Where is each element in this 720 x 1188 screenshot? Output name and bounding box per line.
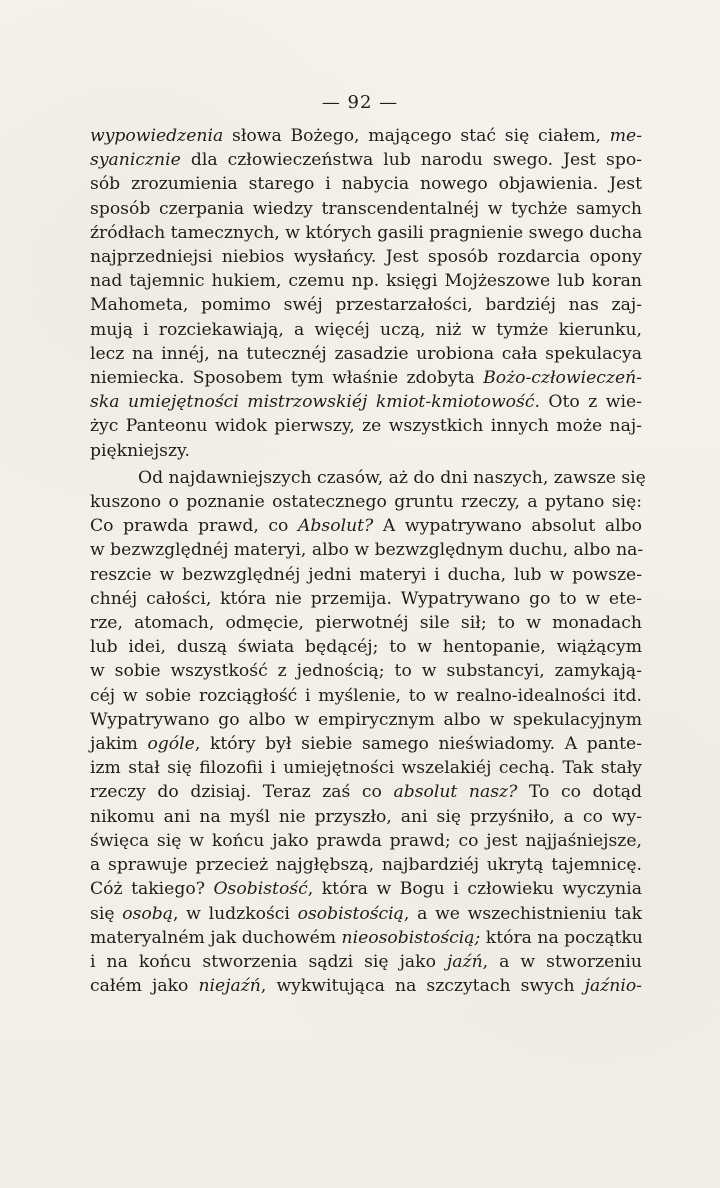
- text-line: [90, 926, 642, 950]
- text-run: niemiecka. Sposobem tym właśnie zdobyta: [90, 368, 484, 389]
- text-run: céj w sobie rozciągłość i myślenie, to w realno-idealności itd.: [90, 685, 642, 706]
- text-line: [90, 269, 642, 293]
- italic-text: osobą: [122, 903, 173, 924]
- text-line: [90, 172, 642, 196]
- italic-text: jaźnio-: [584, 976, 642, 997]
- text-run: w sobie wszystkość z jednością; to w substancyi, zamykają-: [90, 661, 642, 682]
- text-line: [90, 732, 642, 756]
- italic-text: ska umiejętności mistrzowskiéj kmiot-kmiotowość.: [90, 392, 540, 413]
- text-run: Oto z wie-: [539, 392, 642, 413]
- text-line: [90, 563, 642, 587]
- text-run: , który był siebie samego nieświadomy. A pante-: [194, 734, 642, 755]
- text-run: , wykwitująca na szczytach swych: [260, 976, 585, 997]
- text-run: i na końcu stworzenia sądzi się jako: [90, 951, 447, 972]
- text-line: [90, 708, 642, 732]
- text-run: To co dotąd: [517, 782, 642, 803]
- text-line: [90, 148, 642, 172]
- italic-text: wypowiedzenia: [90, 126, 224, 146]
- text-line: [90, 197, 642, 221]
- text-run: rze, atomach, odmęcie, pierwotnéj sile sił; to w monadach: [90, 613, 642, 634]
- text-line: [90, 293, 642, 317]
- text-line: [90, 414, 642, 438]
- italic-text: syanicznie: [90, 150, 181, 171]
- text-run: Od najdawniejszych czasów, aż do dni naszych, zawsze się: [138, 467, 646, 488]
- text-line: [90, 366, 642, 390]
- text-line: [90, 853, 642, 877]
- text-run: mują i rozciekawiają, a więcéj uczą, niż w tymże kierunku,: [90, 319, 642, 340]
- text-run: Wypatrywano go albo w empirycznym albo w spekulacyjnym: [90, 709, 642, 730]
- text-run: sób zrozumienia starego i nabycia nowego objawienia. Jest: [90, 174, 642, 195]
- text-run: jakim: [90, 734, 148, 755]
- text-line: [90, 245, 642, 269]
- text-run: nad tajemnic hukiem, czemu np. księgi Mojżeszowe lub koran: [90, 271, 642, 292]
- italic-text: ogóle: [147, 734, 195, 755]
- text-run: sposób czerpania wiedzy transcendentalnéj w tychże samych: [90, 198, 642, 219]
- text-line: [90, 390, 642, 414]
- text-line: [90, 780, 642, 804]
- text-run: nikomu ani na myśl nie przyszło, ani się przyśniło, a co wy-: [90, 806, 642, 827]
- text-run: kuszono o poznanie ostatecznego gruntu rzeczy, a pytano się:: [90, 492, 642, 513]
- text-run: lecz na innéj, na tutecznéj zasadzie urobiona cała spekulacya: [90, 343, 642, 364]
- page-number: — 92 —: [321, 92, 399, 113]
- text-line: [90, 877, 642, 901]
- text-run: reszcie w bezwzględnéj jedni materyi i ducha, lub w powsze-: [90, 564, 642, 585]
- italic-text: absolut nasz?: [393, 782, 518, 803]
- text-run: chnéj całości, która nie przemija. Wypatrywano go to w ete-: [90, 588, 642, 609]
- text-run: Cóż takiego?: [90, 879, 214, 900]
- italic-text: niejaźń: [198, 976, 261, 997]
- text-line: [90, 587, 642, 611]
- text-line: [90, 124, 642, 148]
- text-line: [90, 439, 642, 463]
- text-line: [90, 514, 642, 538]
- text-run: źródłach tamecznych, w których gasili pragnienie swego ducha: [90, 222, 643, 243]
- text-run: , a w stworzeniu: [482, 951, 642, 972]
- text-line: [90, 318, 642, 342]
- text-run: życ Panteonu widok pierwszy, ze wszystkich innych może naj-: [90, 416, 642, 437]
- text-run: , która w Bogu i człowieku wyczynia: [307, 879, 642, 900]
- body-text: [90, 124, 646, 998]
- text-line: [90, 950, 642, 974]
- text-line: [90, 659, 642, 683]
- text-run: , w ludzkości: [172, 903, 298, 924]
- text-line: [90, 490, 642, 514]
- text-line: [90, 829, 642, 853]
- text-line: [90, 684, 642, 708]
- text-line: [90, 902, 642, 926]
- text-line: [90, 342, 642, 366]
- text-line: [90, 805, 642, 829]
- text-line: [90, 635, 642, 659]
- text-line: [90, 466, 646, 490]
- text-line: [90, 611, 642, 635]
- text-run: rzeczy do dzisiaj. Teraz zaś co: [90, 782, 394, 803]
- text-run: dla człowieczeństwa lub narodu swego. Jest spo-: [180, 150, 642, 171]
- text-run: która na początku: [480, 927, 643, 948]
- text-run: lub idei, duszą świata będącéj; to w hentopanie, wiążącym: [90, 637, 642, 658]
- italic-text: osobistością: [297, 903, 404, 924]
- italic-text: Bożo-człowieczeń-: [483, 368, 642, 389]
- text-run: a sprawuje przecież najgłębszą, najbardziéj ukrytą tajemnicę.: [90, 855, 642, 876]
- italic-text: me-: [609, 126, 642, 146]
- text-run: , a we wszechistnieniu tak: [403, 903, 642, 924]
- italic-text: jaźń: [446, 951, 483, 972]
- text-run: piękniejszy.: [90, 440, 190, 461]
- text-line: [90, 538, 642, 562]
- text-run: całém jako: [90, 976, 199, 997]
- text-run: izm stał się filozofii i umiejętności wszelakiéj cechą. Tak stały: [90, 758, 642, 779]
- italic-text: Absolut?: [297, 516, 374, 537]
- text-run: się: [90, 903, 123, 924]
- text-run: Co prawda prawd, co: [90, 516, 298, 537]
- text-line: [90, 221, 642, 245]
- text-run: materyalném jak duchowém: [90, 927, 342, 948]
- text-run: najprzedniejsi niebios wysłańcy. Jest sposób rozdarcia opony: [90, 247, 642, 268]
- italic-text: nieosobistością;: [341, 927, 481, 948]
- text-run: w bezwzględnéj materyi, albo w bezwzględnym duchu, albo na-: [90, 540, 644, 561]
- text-run: słowa Bożego, mającego stać się ciałem,: [223, 126, 610, 146]
- text-line: [90, 756, 642, 780]
- text-run: święca się w końcu jako prawda prawd; co jest najjaśniejsze,: [90, 830, 642, 851]
- text-run: A wypatrywano absolut albo: [373, 516, 642, 537]
- text-line: [90, 974, 642, 998]
- italic-text: Osobistość: [213, 879, 308, 900]
- text-run: Mahometa, pomimo swéj przestarzałości, bardziéj nas zaj-: [90, 295, 642, 316]
